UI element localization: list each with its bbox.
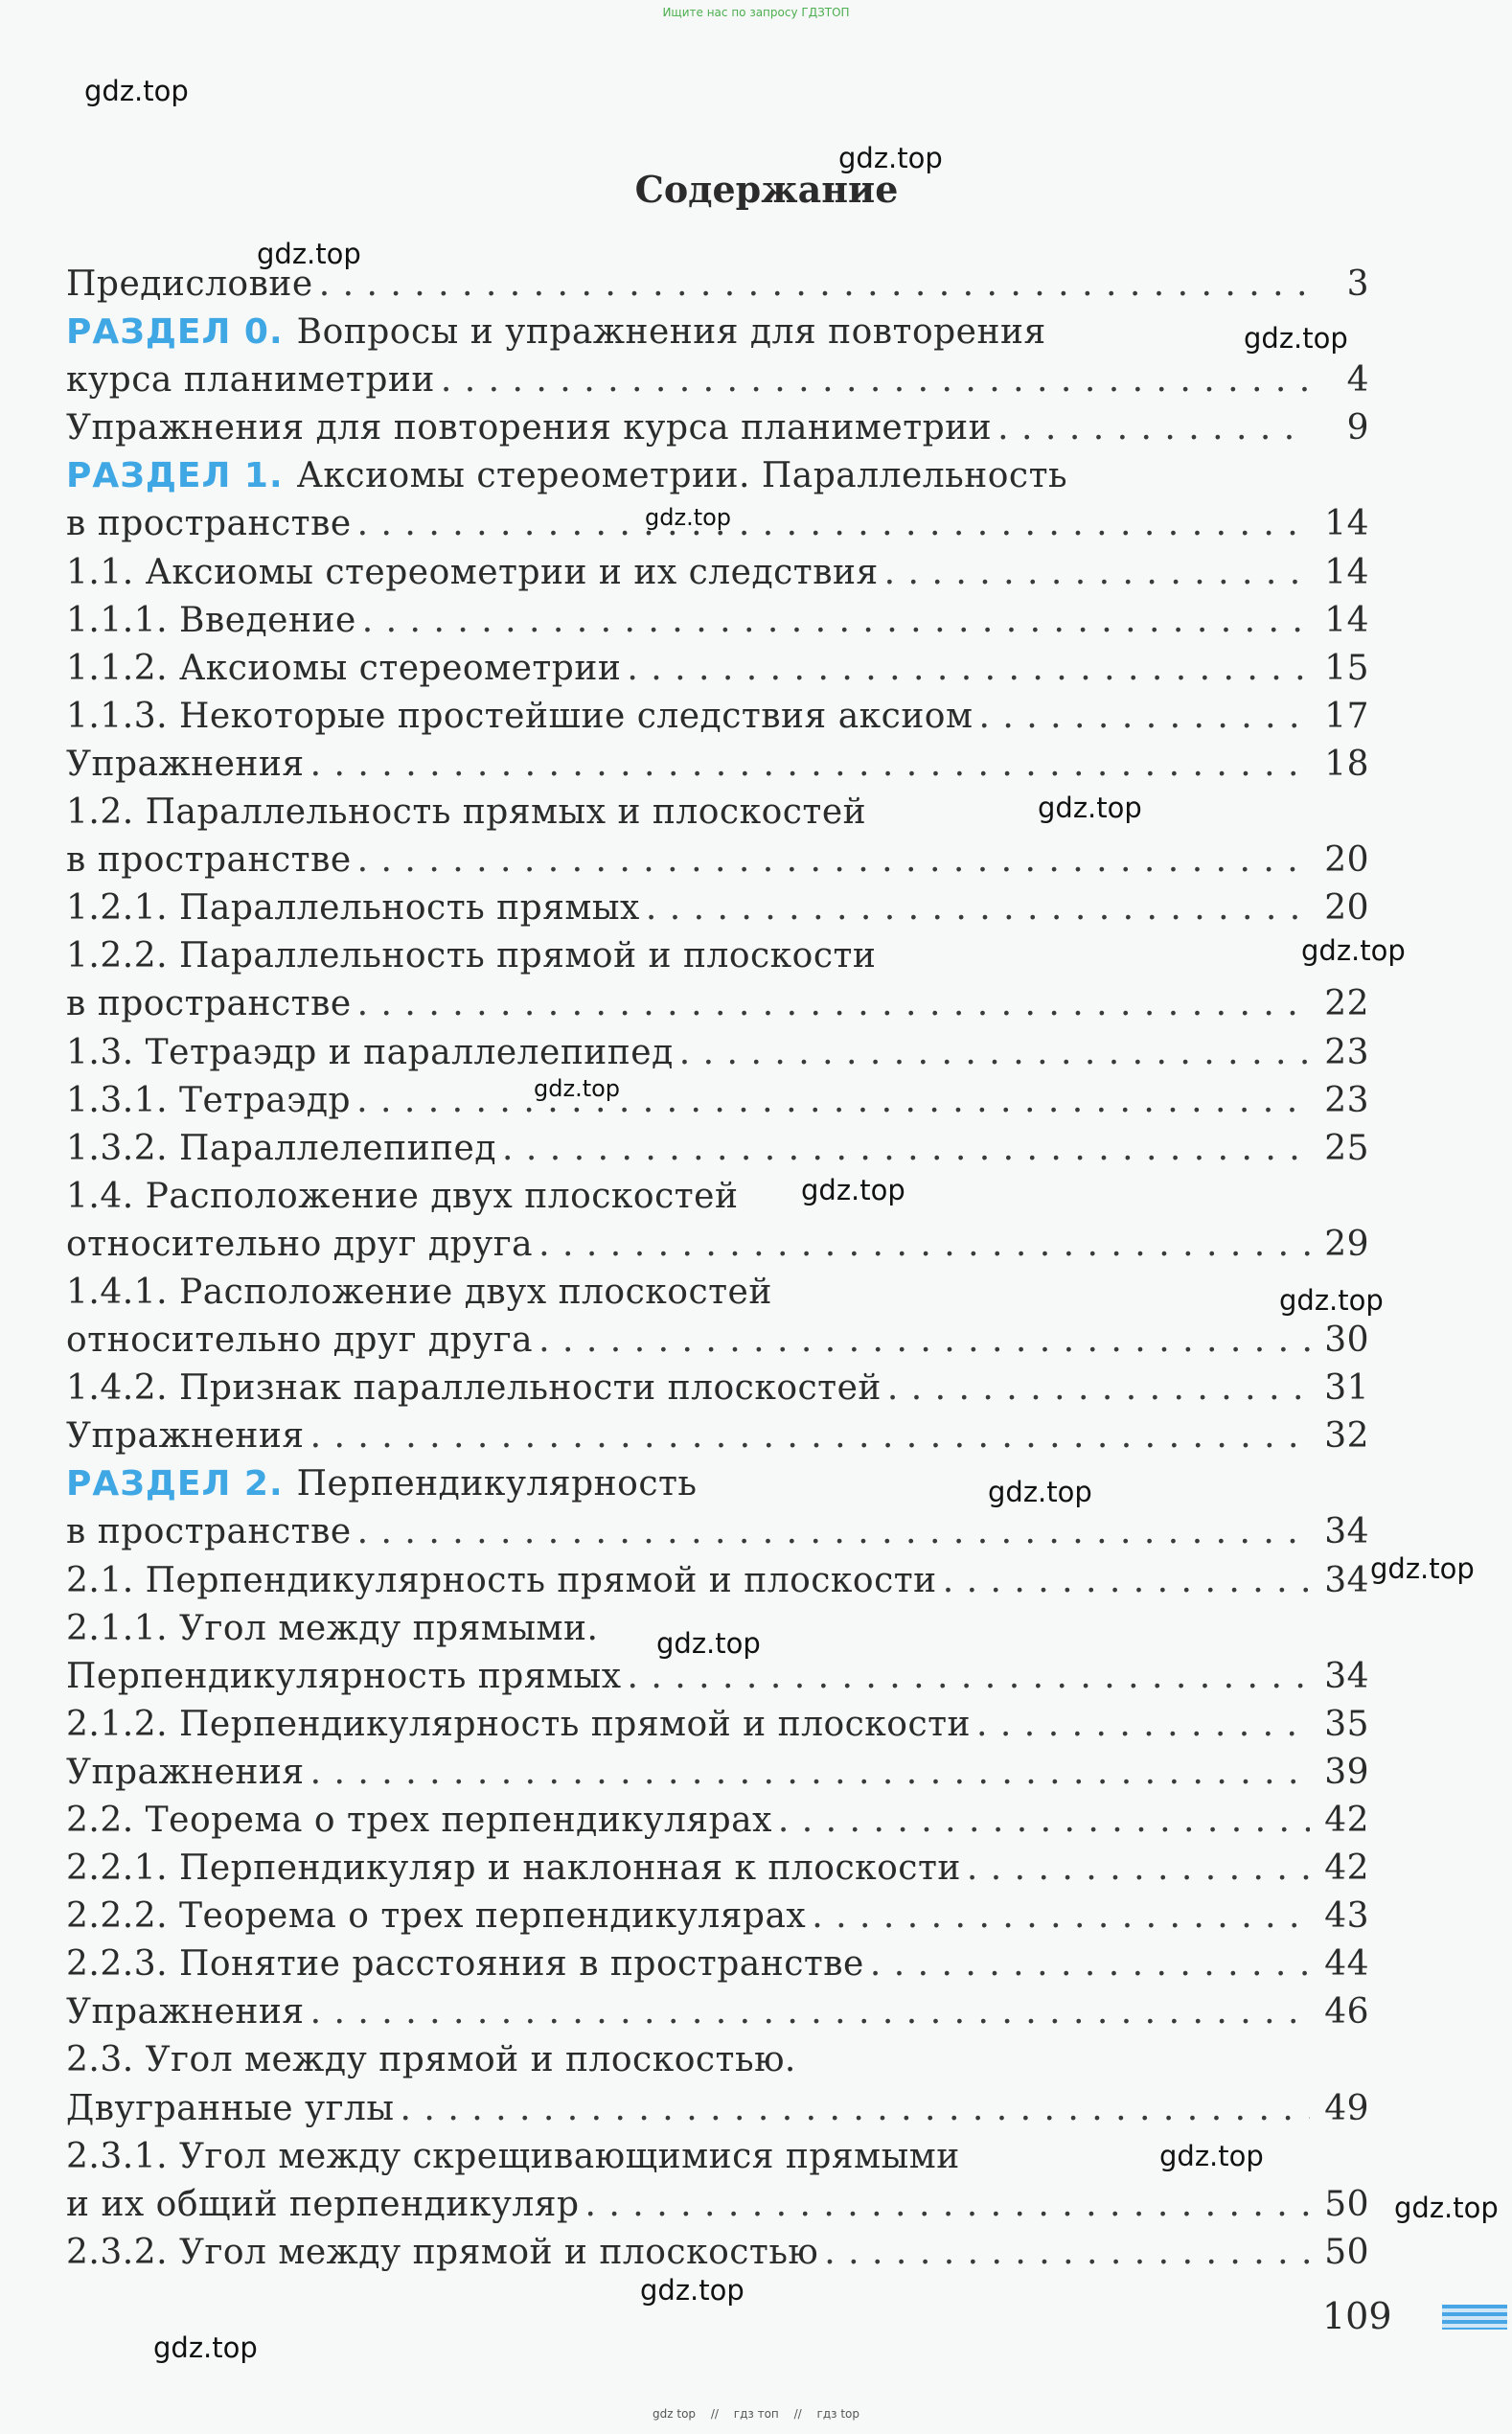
toc-entry-page: 49 xyxy=(1324,2088,1369,2128)
toc-entry-page: 29 xyxy=(1324,1224,1369,1264)
toc-entry-page: 18 xyxy=(1324,744,1369,784)
toc-entry-page: 20 xyxy=(1324,888,1369,929)
dot-leader xyxy=(538,1317,1310,1365)
toc-entry-page: 39 xyxy=(1324,1752,1369,1792)
dot-leader xyxy=(627,645,1310,693)
toc-entry[interactable] xyxy=(66,2181,1369,2229)
dot-leader xyxy=(401,2085,1310,2133)
toc-entry-title: в пространстве xyxy=(66,504,352,544)
toc-entry[interactable] xyxy=(66,1269,1369,1317)
toc-entry-page: 30 xyxy=(1324,1320,1369,1361)
toc-entry[interactable] xyxy=(66,1940,1369,1988)
toc-entry-page: 20 xyxy=(1324,840,1369,881)
toc-entry-page: 34 xyxy=(1324,1512,1369,1552)
toc-entry-title: 2.2. Теорема о трех перпендикулярах xyxy=(66,1801,772,1840)
toc-entry[interactable] xyxy=(66,932,1369,980)
toc-entry[interactable] xyxy=(66,1508,1369,1556)
toc-entry[interactable] xyxy=(66,309,1369,356)
dot-leader xyxy=(979,693,1311,741)
toc-entry-title: 1.4.2. Признак параллельности плоскостей xyxy=(66,1368,882,1409)
dot-leader xyxy=(585,2181,1310,2229)
toc-entry-page: 44 xyxy=(1324,1944,1369,1985)
toc-entry-page: 34 xyxy=(1324,1656,1369,1696)
toc-entry-title: Упражнения xyxy=(66,1752,305,1792)
dot-leader xyxy=(357,837,1310,884)
toc-entry[interactable] xyxy=(66,789,1369,837)
dot-leader xyxy=(679,1029,1310,1077)
toc-entry[interactable] xyxy=(66,1173,1369,1221)
toc-entry[interactable] xyxy=(66,1845,1369,1893)
page-number: 109 xyxy=(1322,2295,1392,2337)
toc-entry-title: 2.2.3. Понятие расстояния в пространстве xyxy=(66,1944,864,1985)
dot-leader xyxy=(357,500,1310,548)
watermark: gdz.top xyxy=(645,504,732,531)
toc-entry[interactable] xyxy=(66,693,1369,741)
toc-entry-page: 46 xyxy=(1324,1992,1369,2032)
toc-entry-title: Упражнения для повторения курса планиметрии xyxy=(66,408,993,448)
toc-entry[interactable] xyxy=(66,404,1369,452)
toc-entry-title: 1.2. Параллельность прямых и плоскостей xyxy=(66,792,867,833)
top-banner: Ищите нас по запросу ГДЗТОП xyxy=(662,6,850,19)
toc-entry[interactable] xyxy=(66,1077,1369,1125)
toc-entry[interactable] xyxy=(66,1412,1369,1460)
watermark: gdz.top xyxy=(988,1476,1092,1508)
watermark: gdz.top xyxy=(1301,934,1406,967)
toc-entry-title: 1.1.2. Аксиомы стереометрии xyxy=(66,648,622,688)
table-of-contents xyxy=(66,261,1369,2277)
toc-entry-title: Двугранные углы xyxy=(66,2088,395,2128)
toc-entry-page: 9 xyxy=(1346,408,1369,448)
dot-leader xyxy=(538,1221,1310,1269)
toc-entry-page: 34 xyxy=(1324,1560,1369,1600)
dot-leader xyxy=(997,404,1310,452)
watermark: gdz.top xyxy=(1279,1284,1384,1317)
dot-leader xyxy=(778,1797,1310,1845)
page-title: Содержание xyxy=(634,168,899,211)
dot-leader xyxy=(319,261,1310,309)
dot-leader xyxy=(646,884,1310,932)
toc-entry-title: относительно друг друга xyxy=(66,1320,534,1361)
dot-leader xyxy=(362,597,1310,645)
dot-leader xyxy=(357,1508,1310,1556)
toc-entry-title: 2.1.2. Перпендикулярность прямой и плоскости xyxy=(66,1704,972,1744)
section-label: РАЗДЕЛ 2. xyxy=(66,1464,284,1504)
watermark: gdz.top xyxy=(1038,792,1142,824)
toc-entry[interactable] xyxy=(66,837,1369,884)
dot-leader xyxy=(628,1653,1311,1701)
toc-entry-title: 1.3. Тетраэдр и параллелепипед xyxy=(66,1032,674,1072)
toc-entry-title: 1.1.3. Некоторые простейшие следствия аксиом xyxy=(66,696,974,736)
toc-entry[interactable] xyxy=(66,1460,1369,1508)
toc-entry[interactable] xyxy=(66,1797,1369,1845)
toc-entry-title: в пространстве xyxy=(66,1512,352,1552)
watermark: gdz.top xyxy=(838,142,943,174)
toc-entry-title: 1.1. Аксиомы стереометрии и их следствия xyxy=(66,552,879,592)
toc-entry-title: относительно друг друга xyxy=(66,1224,534,1264)
dot-leader xyxy=(502,1125,1310,1173)
toc-entry[interactable] xyxy=(66,741,1369,789)
toc-entry[interactable] xyxy=(66,549,1369,597)
toc-entry-title: курса планиметрии xyxy=(66,360,435,401)
toc-entry-title: Перпендикулярность xyxy=(296,1464,698,1504)
watermark: gdz.top xyxy=(1159,2140,1264,2172)
watermark: gdz.top xyxy=(1244,322,1348,355)
watermark: gdz.top xyxy=(84,75,189,107)
toc-entry[interactable] xyxy=(66,1125,1369,1173)
dot-leader xyxy=(310,741,1310,789)
toc-entry-title: 2.3.1. Угол между скрещивающимися прямыми xyxy=(66,2136,960,2176)
toc-entry-title: 1.4.1. Расположение двух плоскостей xyxy=(66,1272,772,1312)
toc-entry-page: 42 xyxy=(1324,1848,1369,1889)
dot-leader xyxy=(884,549,1310,597)
toc-entry-title: 1.2.1. Параллельность прямых xyxy=(66,888,640,929)
footer-link[interactable]: гдз топ xyxy=(733,2407,779,2421)
toc-entry-title: Упражнения xyxy=(66,1992,305,2032)
toc-entry-title: 1.1.1. Введение xyxy=(66,600,356,640)
toc-entry[interactable] xyxy=(66,2085,1369,2133)
dot-leader xyxy=(441,356,1310,404)
toc-entry[interactable] xyxy=(66,1653,1369,1701)
toc-entry-page: 50 xyxy=(1324,2232,1369,2272)
toc-entry[interactable] xyxy=(66,1029,1369,1077)
dot-leader xyxy=(357,980,1310,1028)
dot-leader xyxy=(870,1940,1310,1988)
toc-entry-title: 2.2.1. Перпендикуляр и наклонная к плоскости xyxy=(66,1848,961,1889)
footer-links xyxy=(0,2407,1512,2421)
toc-entry-title: Аксиомы стереометрии. Параллельность xyxy=(296,456,1068,496)
toc-entry-page: 14 xyxy=(1324,504,1369,544)
toc-entry-title: 2.1.1. Угол между прямыми. xyxy=(66,1608,599,1648)
watermark: gdz.top xyxy=(801,1174,905,1206)
toc-entry-page: 42 xyxy=(1324,1801,1369,1840)
toc-entry-title: Упражнения xyxy=(66,1416,305,1457)
watermark: gdz.top xyxy=(656,1627,761,1660)
toc-entry-page: 22 xyxy=(1324,984,1369,1024)
watermark: gdz.top xyxy=(640,2274,745,2307)
toc-entry-title: Перпендикулярность прямых xyxy=(66,1656,622,1696)
toc-entry[interactable] xyxy=(66,884,1369,932)
toc-entry-page: 4 xyxy=(1346,360,1369,401)
toc-entry[interactable] xyxy=(66,452,1369,500)
watermark: gdz.top xyxy=(257,238,361,270)
dot-leader xyxy=(967,1845,1310,1893)
watermark: gdz.top xyxy=(1394,2192,1499,2224)
dot-leader xyxy=(310,1988,1310,2036)
toc-entry-page: 32 xyxy=(1324,1416,1369,1457)
toc-entry-title: 2.2.2. Теорема о трех перпендикулярах xyxy=(66,1896,807,1937)
toc-entry[interactable] xyxy=(66,1701,1369,1749)
dot-leader xyxy=(310,1749,1310,1797)
toc-entry[interactable] xyxy=(66,2229,1369,2277)
toc-entry-title: 2.3.2. Угол между прямой и плоскостью xyxy=(66,2232,819,2272)
toc-entry-title: и их общий перпендикуляр xyxy=(66,2184,580,2224)
toc-entry-title: в пространстве xyxy=(66,984,352,1024)
toc-entry[interactable] xyxy=(66,645,1369,693)
toc-entry[interactable] xyxy=(66,980,1369,1028)
toc-entry-title: Предисловие xyxy=(66,264,313,304)
toc-entry-page: 43 xyxy=(1324,1896,1369,1937)
toc-entry[interactable] xyxy=(66,2036,1369,2084)
toc-entry-title: 2.1. Перпендикулярность прямой и плоскости xyxy=(66,1560,937,1600)
toc-entry-page: 3 xyxy=(1346,264,1369,304)
toc-entry-page: 31 xyxy=(1324,1368,1369,1409)
toc-entry-title: 2.3. Угол между прямой и плоскостью. xyxy=(66,2040,796,2080)
watermark: gdz.top xyxy=(1370,1552,1475,1585)
section-label: РАЗДЕЛ 0. xyxy=(66,312,284,353)
toc-entry-page: 23 xyxy=(1324,1080,1369,1120)
toc-entry-title: 1.3.2. Параллелепипед xyxy=(66,1128,497,1168)
toc-entry-title: в пространстве xyxy=(66,840,352,881)
toc-entry[interactable] xyxy=(66,1893,1369,1940)
toc-entry-title: Вопросы и упражнения для повторения xyxy=(296,312,1046,353)
watermark: gdz.top xyxy=(153,2331,258,2364)
toc-entry-page: 14 xyxy=(1324,600,1369,640)
dot-leader xyxy=(976,1701,1310,1749)
toc-entry-page: 15 xyxy=(1324,648,1369,688)
footer-link[interactable]: гдз top xyxy=(816,2407,859,2421)
toc-entry-title: 1.2.2. Параллельность прямой и плоскости xyxy=(66,936,877,976)
dot-leader xyxy=(887,1365,1310,1412)
toc-entry[interactable] xyxy=(66,1988,1369,2036)
dot-leader xyxy=(356,1077,1310,1125)
dot-leader xyxy=(310,1412,1310,1460)
dot-leader xyxy=(824,2229,1310,2277)
toc-entry-title: Упражнения xyxy=(66,744,305,784)
toc-entry[interactable] xyxy=(66,1317,1369,1365)
toc-entry-title: 1.3.1. Тетраэдр xyxy=(66,1080,352,1120)
toc-entry-page: 17 xyxy=(1324,696,1369,736)
footer-separator: // xyxy=(793,2407,802,2421)
toc-entry-page: 50 xyxy=(1324,2184,1369,2224)
toc-entry-page: 35 xyxy=(1324,1704,1369,1744)
dot-leader xyxy=(812,1893,1310,1940)
toc-entry[interactable] xyxy=(66,1221,1369,1269)
footer-link[interactable]: gdz top xyxy=(653,2407,697,2421)
section-label: РАЗДЕЛ 1. xyxy=(66,456,284,496)
toc-entry-page: 25 xyxy=(1324,1128,1369,1168)
toc-entry[interactable] xyxy=(66,1365,1369,1412)
toc-entry[interactable] xyxy=(66,1557,1369,1605)
toc-entry-page: 14 xyxy=(1324,552,1369,592)
toc-entry[interactable] xyxy=(66,597,1369,645)
toc-entry[interactable] xyxy=(66,356,1369,404)
toc-entry[interactable] xyxy=(66,1749,1369,1797)
dot-leader xyxy=(943,1557,1310,1605)
toc-entry-page: 23 xyxy=(1324,1032,1369,1072)
watermark: gdz.top xyxy=(534,1075,621,1102)
toc-entry-title: 1.4. Расположение двух плоскостей xyxy=(66,1176,739,1216)
footer-separator: // xyxy=(710,2407,719,2421)
page-corner-stripe xyxy=(1442,2305,1507,2330)
